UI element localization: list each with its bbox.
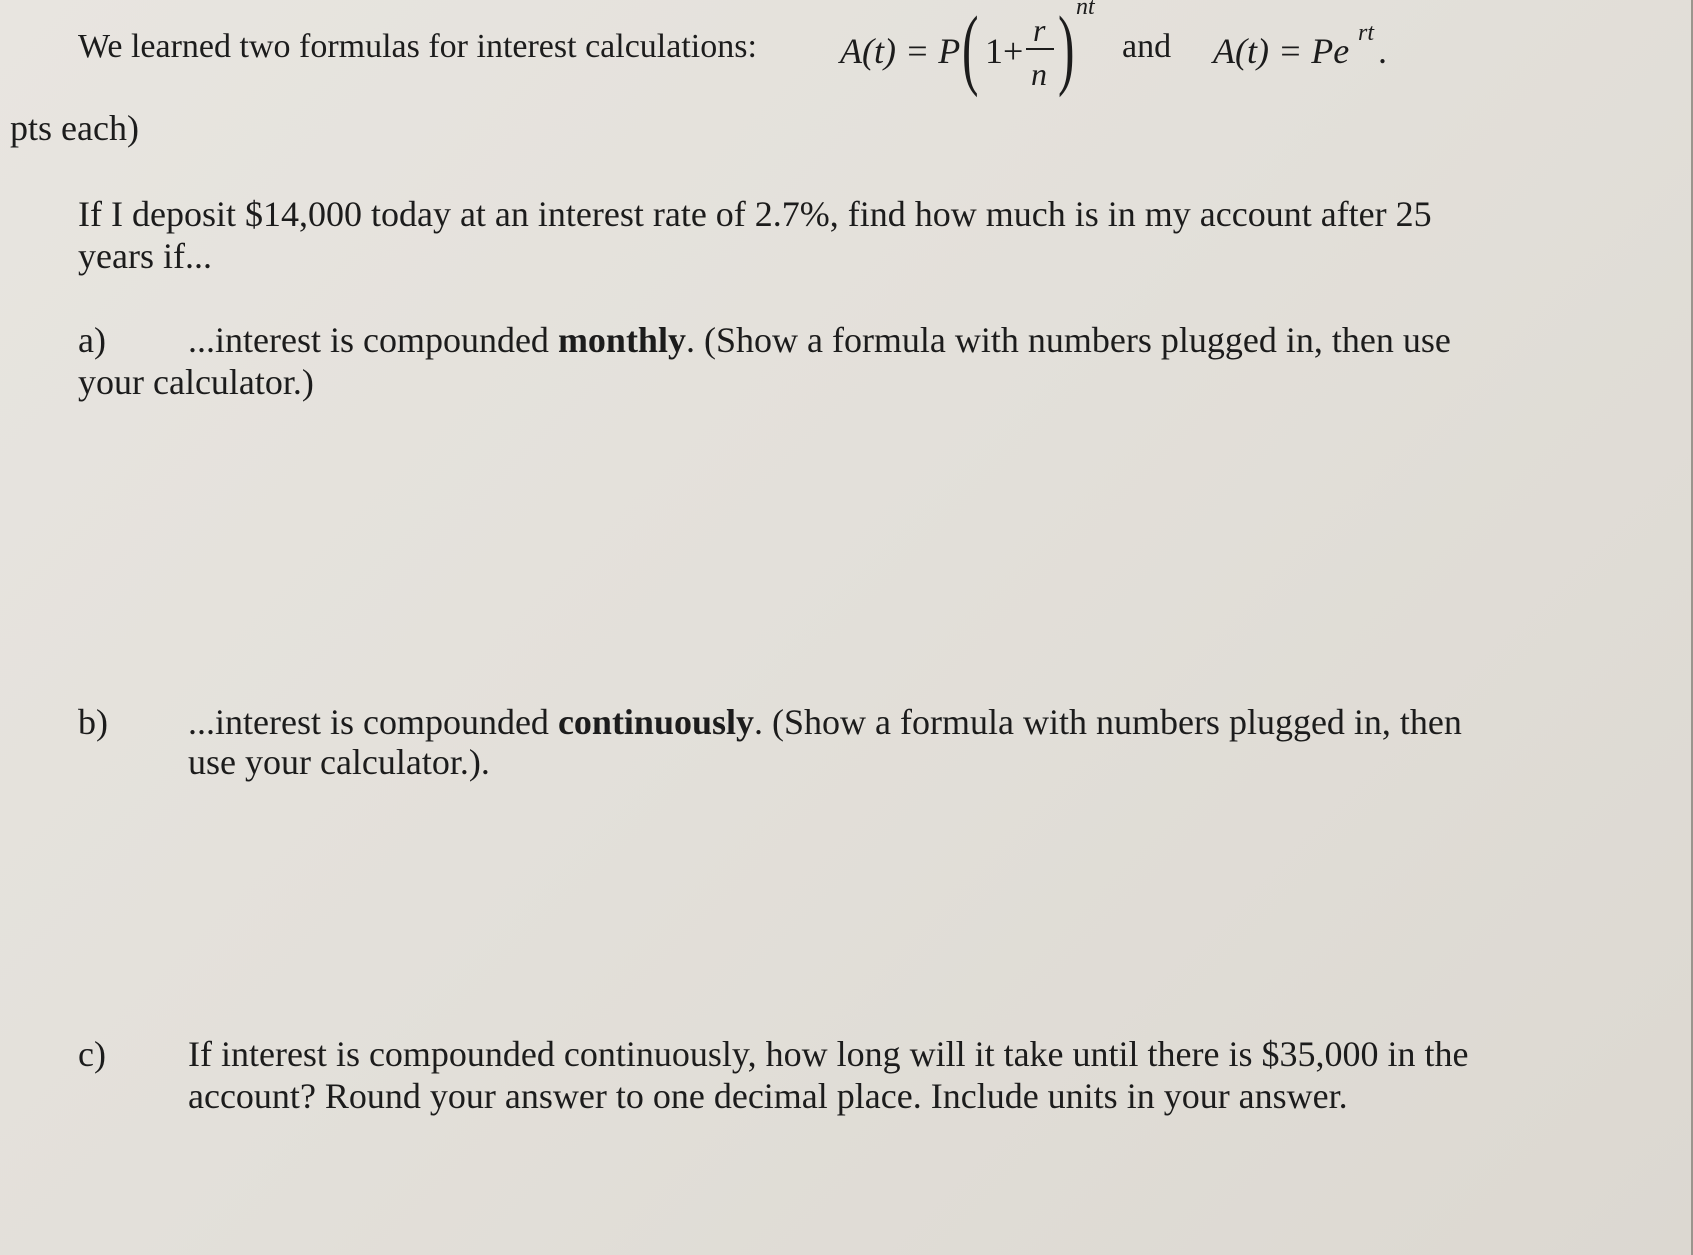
part-a-label: a) xyxy=(78,320,106,360)
and-word: and xyxy=(1122,28,1172,65)
part-a-bold: monthly xyxy=(557,320,686,360)
part-c-label: c) xyxy=(78,1034,106,1074)
formula-one-plus: 1+ xyxy=(985,31,1024,71)
part-b-rest: . (Show a formula with numbers plugged in, then xyxy=(754,702,1462,742)
part-b-bold: continuously xyxy=(557,702,755,742)
part-a-line-2: your calculator.) xyxy=(78,362,314,402)
formula-fraction-bar xyxy=(1026,48,1054,50)
part-a-rest: . (Show a formula with numbers plugged in, then use xyxy=(685,320,1451,360)
part-c-line-2: account? Round your answer to one decimal place. Include units in your answer. xyxy=(188,1076,1348,1116)
part-b-lead: ...interest is compounded xyxy=(188,702,558,742)
problem-line-2: years if... xyxy=(78,236,212,276)
formula-numerator: r xyxy=(1033,12,1046,48)
formula-compound-exponent: nt xyxy=(1076,0,1095,20)
part-b-text xyxy=(188,702,1462,742)
points-note: pts each) xyxy=(10,108,139,148)
formula-continuous-lhs: A(t) = Pe xyxy=(1213,31,1350,71)
formula-compound-lhs: A(t) = P xyxy=(840,31,961,71)
problem-line-1: If I deposit $14,000 today at an interest rate of 2.7%, find how much is in my account after 25 xyxy=(78,194,1432,234)
intro-text: We learned two formulas for interest calculations: xyxy=(78,28,757,65)
part-b-label: b) xyxy=(78,702,108,742)
formula-right-paren: ) xyxy=(1058,0,1075,98)
part-c-line-1: If interest is compounded continuously, how long will it take until there is $35,000 in the xyxy=(188,1034,1469,1074)
part-a-lead: ...interest is compounded xyxy=(188,320,558,360)
formula-denominator: n xyxy=(1031,56,1047,92)
formula-left-paren: ( xyxy=(962,0,979,98)
part-b-line-2: use your calculator.). xyxy=(188,742,490,782)
part-a-text xyxy=(188,320,1451,360)
formula-period: . xyxy=(1378,31,1387,71)
formula-continuous-exponent: rt xyxy=(1358,20,1375,46)
